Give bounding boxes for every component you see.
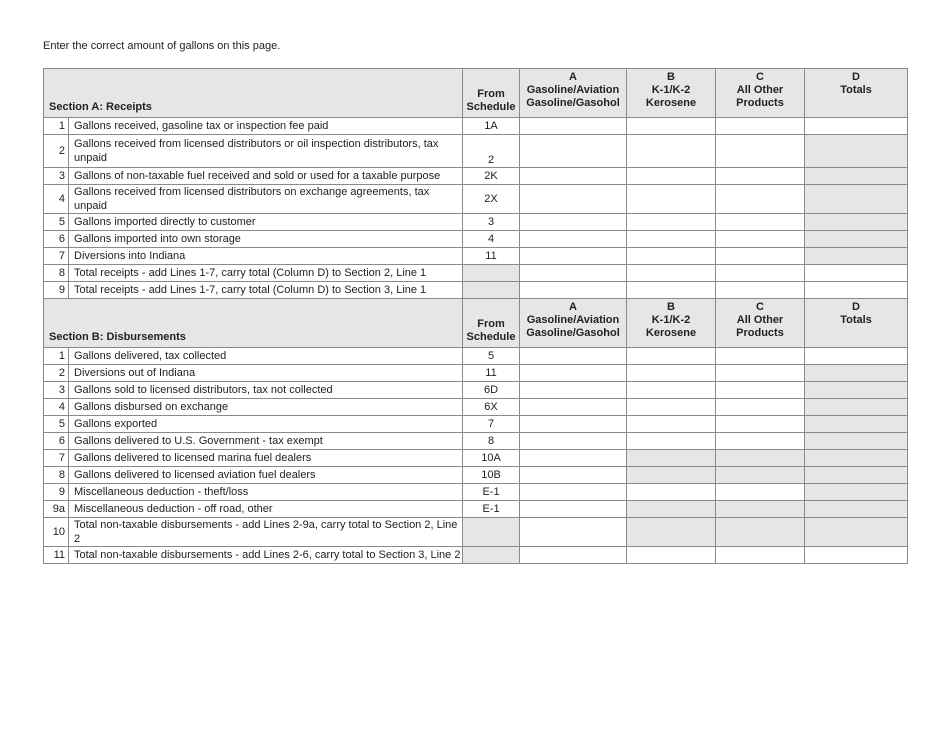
from-schedule-header [463,69,520,118]
kerosene-amount-cell[interactable] [627,382,716,399]
line-description: Diversions out of Indiana [69,365,463,382]
line-number: 11 [44,547,69,564]
column-a-header [520,299,627,348]
schedule-code: 4 [463,231,520,248]
line-number: 9 [44,282,69,299]
totals-amount-cell[interactable] [805,282,908,299]
schedule-code: 10B [463,467,520,484]
kerosene-amount-cell [627,450,716,467]
kerosene-amount-cell [627,467,716,484]
form-line-row [44,135,908,168]
column-b-header-line: K-1/K-2 [651,314,691,326]
other-products-amount-cell [716,450,805,467]
kerosene-amount-cell[interactable] [627,282,716,299]
other-products-amount-cell[interactable] [716,484,805,501]
column-d-header [805,299,908,348]
totals-amount-cell[interactable] [805,547,908,564]
kerosene-amount-cell [627,518,716,547]
gasoline-amount-cell[interactable] [520,433,627,450]
other-products-amount-cell[interactable] [716,185,805,214]
schedule-code: 11 [463,365,520,382]
column-c-header-line: C [756,301,764,313]
kerosene-amount-cell[interactable] [627,248,716,265]
line-description: Miscellaneous deduction - off road, other [69,501,463,518]
column-b-header-line: Kerosene [645,97,697,109]
line-description: Gallons delivered, tax collected [69,348,463,365]
line-number: 1 [44,118,69,135]
line-description: Total receipts - add Lines 1-7, carry total (Column D) to Section 3, Line 1 [69,282,463,299]
form-line-row [44,185,908,214]
line-description: Gallons disbursed on exchange [69,399,463,416]
from-schedule-header-line: Schedule [466,331,516,343]
form-line-row [44,282,908,299]
form-line-row [44,450,908,467]
totals-amount-cell [805,416,908,433]
line-number: 2 [44,365,69,382]
line-number: 8 [44,265,69,282]
schedule-code [463,547,520,564]
column-c-header-line: Products [736,327,784,339]
from-schedule-header-line: Schedule [466,101,516,113]
column-c-header-line: All Other [736,84,784,96]
other-products-amount-cell[interactable] [716,214,805,231]
kerosene-amount-cell[interactable] [627,433,716,450]
column-b-header [627,299,716,348]
gasoline-amount-cell[interactable] [520,185,627,214]
gasoline-amount-cell[interactable] [520,214,627,231]
line-description: Gallons received from licensed distributors or oil inspection distributors, tax unpaid [69,135,463,168]
kerosene-amount-cell[interactable] [627,547,716,564]
form-line-row [44,518,908,547]
line-description: Gallons exported [69,416,463,433]
form-line-row [44,365,908,382]
gasoline-amount-cell[interactable] [520,467,627,484]
form-line-row [44,433,908,450]
totals-amount-cell [805,382,908,399]
other-products-amount-cell[interactable] [716,168,805,185]
totals-amount-cell[interactable] [805,118,908,135]
line-description: Miscellaneous deduction - theft/loss [69,484,463,501]
other-products-amount-cell[interactable] [716,135,805,168]
form-line-row [44,547,908,564]
line-description: Total non-taxable disbursements - add Lines 2-6, carry total to Section 3, Line 2 [69,547,463,564]
schedule-code: 5 [463,348,520,365]
schedule-code: 2X [463,185,520,214]
kerosene-amount-cell[interactable] [627,416,716,433]
schedule-code: 6X [463,399,520,416]
other-products-amount-cell[interactable] [716,433,805,450]
column-a-header-line: A [569,71,577,83]
gasoline-amount-cell[interactable] [520,518,627,547]
totals-amount-cell [805,231,908,248]
other-products-amount-cell[interactable] [716,282,805,299]
line-number: 5 [44,416,69,433]
schedule-code [463,265,520,282]
other-products-amount-cell[interactable] [716,118,805,135]
form-line-row [44,382,908,399]
column-c-header [716,69,805,118]
totals-amount-cell [805,248,908,265]
totals-amount-cell[interactable] [805,348,908,365]
line-description: Gallons of non-taxable fuel received and sold or used for a taxable purpose [69,168,463,185]
line-description: Diversions into Indiana [69,248,463,265]
totals-amount-cell [805,365,908,382]
other-products-amount-cell[interactable] [716,348,805,365]
other-products-amount-cell [716,518,805,547]
kerosene-amount-cell[interactable] [627,214,716,231]
line-number: 7 [44,450,69,467]
gasoline-amount-cell[interactable] [520,248,627,265]
kerosene-amount-cell[interactable] [627,399,716,416]
line-description: Gallons delivered to U.S. Government - tax exempt [69,433,463,450]
section-header-row [44,299,908,348]
totals-amount-cell[interactable] [805,265,908,282]
column-c-header-line: C [756,71,764,83]
column-d-header-line: Totals [840,84,872,96]
schedule-code: 2 [463,135,520,168]
other-products-amount-cell[interactable] [716,382,805,399]
from-schedule-header-line: From [477,318,505,330]
form-line-row [44,168,908,185]
kerosene-amount-cell[interactable] [627,265,716,282]
line-number: 7 [44,248,69,265]
form-line-row [44,501,908,518]
kerosene-amount-cell[interactable] [627,484,716,501]
schedule-code: E-1 [463,501,520,518]
form-line-row [44,248,908,265]
form-line-row [44,231,908,248]
kerosene-amount-cell[interactable] [627,185,716,214]
column-a-header-line: Gasoline/Aviation [526,84,620,96]
from-schedule-header [463,299,520,348]
line-description: Gallons imported directly to customer [69,214,463,231]
line-number: 6 [44,231,69,248]
other-products-amount-cell[interactable] [716,248,805,265]
column-b-header-line: B [667,301,675,313]
line-number: 4 [44,399,69,416]
form-line-row [44,214,908,231]
kerosene-amount-cell [627,501,716,518]
schedule-code: 11 [463,248,520,265]
gasoline-amount-cell[interactable] [520,118,627,135]
form-line-row [44,348,908,365]
schedule-code: 8 [463,433,520,450]
line-number: 9 [44,484,69,501]
line-description: Gallons received, gasoline tax or inspection fee paid [69,118,463,135]
kerosene-amount-cell[interactable] [627,168,716,185]
column-c-header-line: All Other [736,314,784,326]
form-line-row [44,118,908,135]
kerosene-amount-cell[interactable] [627,135,716,168]
form-line-row [44,399,908,416]
gasoline-amount-cell[interactable] [520,348,627,365]
gasoline-amount-cell[interactable] [520,365,627,382]
line-number: 3 [44,382,69,399]
section-title: Section A: Receipts [44,69,463,118]
form-line-row [44,416,908,433]
other-products-amount-cell[interactable] [716,265,805,282]
column-c-header [716,299,805,348]
totals-amount-cell [805,214,908,231]
from-schedule-header-line: From [477,88,505,100]
kerosene-amount-cell[interactable] [627,348,716,365]
totals-amount-cell [805,450,908,467]
gasoline-amount-cell[interactable] [520,450,627,467]
column-d-header [805,69,908,118]
gasoline-amount-cell[interactable] [520,135,627,168]
line-number: 10 [44,518,69,547]
totals-amount-cell [805,135,908,168]
line-number: 8 [44,467,69,484]
gasoline-amount-cell[interactable] [520,231,627,248]
other-products-amount-cell[interactable] [716,365,805,382]
column-b-header-line: B [667,71,675,83]
column-a-header-line: A [569,301,577,313]
schedule-code: E-1 [463,484,520,501]
line-description: Gallons delivered to licensed marina fuel dealers [69,450,463,467]
section-header-row [44,69,908,118]
line-number: 6 [44,433,69,450]
column-b-header-line: K-1/K-2 [651,84,691,96]
line-number: 9a [44,501,69,518]
kerosene-amount-cell[interactable] [627,365,716,382]
totals-amount-cell [805,168,908,185]
gallons-form-table [43,68,908,564]
column-a-header-line: Gasoline/Gasohol [526,97,620,109]
line-description: Gallons received from licensed distributors on exchange agreements, tax unpaid [69,185,463,214]
line-number: 5 [44,214,69,231]
gasoline-amount-cell[interactable] [520,382,627,399]
column-a-header [520,69,627,118]
line-number: 3 [44,168,69,185]
kerosene-amount-cell[interactable] [627,118,716,135]
section-title: Section B: Disbursements [44,299,463,348]
schedule-code: 2K [463,168,520,185]
form-line-row [44,265,908,282]
totals-amount-cell [805,484,908,501]
gasoline-amount-cell[interactable] [520,484,627,501]
line-description: Gallons imported into own storage [69,231,463,248]
totals-amount-cell [805,518,908,547]
other-products-amount-cell [716,501,805,518]
other-products-amount-cell[interactable] [716,547,805,564]
schedule-code: 7 [463,416,520,433]
column-b-header [627,69,716,118]
column-c-header-line: Products [736,97,784,109]
gasoline-amount-cell[interactable] [520,399,627,416]
form-instruction: Enter the correct amount of gallons on this page. [43,40,281,52]
other-products-amount-cell[interactable] [716,231,805,248]
line-number: 1 [44,348,69,365]
schedule-code: 10A [463,450,520,467]
column-b-header-line: Kerosene [645,327,697,339]
gasoline-amount-cell[interactable] [520,168,627,185]
gasoline-amount-cell[interactable] [520,282,627,299]
totals-amount-cell [805,399,908,416]
column-d-header-line: D [852,301,860,313]
schedule-code [463,282,520,299]
line-description: Gallons sold to licensed distributors, tax not collected [69,382,463,399]
column-a-header-line: Gasoline/Gasohol [526,327,620,339]
gasoline-amount-cell[interactable] [520,416,627,433]
schedule-code [463,518,520,547]
line-number: 2 [44,135,69,168]
line-description: Total non-taxable disbursements - add Lines 2-9a, carry total to Section 2, Line 2 [69,518,463,547]
schedule-code: 1A [463,118,520,135]
other-products-amount-cell [716,467,805,484]
form-line-row [44,484,908,501]
other-products-amount-cell[interactable] [716,416,805,433]
column-a-header-line: Gasoline/Aviation [526,314,620,326]
totals-amount-cell [805,501,908,518]
line-description: Total receipts - add Lines 1-7, carry total (Column D) to Section 2, Line 1 [69,265,463,282]
schedule-code: 3 [463,214,520,231]
column-d-header-line: D [852,71,860,83]
kerosene-amount-cell[interactable] [627,231,716,248]
line-number: 4 [44,185,69,214]
form-line-row [44,467,908,484]
gasoline-amount-cell[interactable] [520,501,627,518]
gasoline-amount-cell[interactable] [520,547,627,564]
totals-amount-cell [805,185,908,214]
line-description: Gallons delivered to licensed aviation fuel dealers [69,467,463,484]
totals-amount-cell [805,433,908,450]
other-products-amount-cell[interactable] [716,399,805,416]
gasoline-amount-cell[interactable] [520,265,627,282]
schedule-code: 6D [463,382,520,399]
totals-amount-cell [805,467,908,484]
column-d-header-line: Totals [840,314,872,326]
